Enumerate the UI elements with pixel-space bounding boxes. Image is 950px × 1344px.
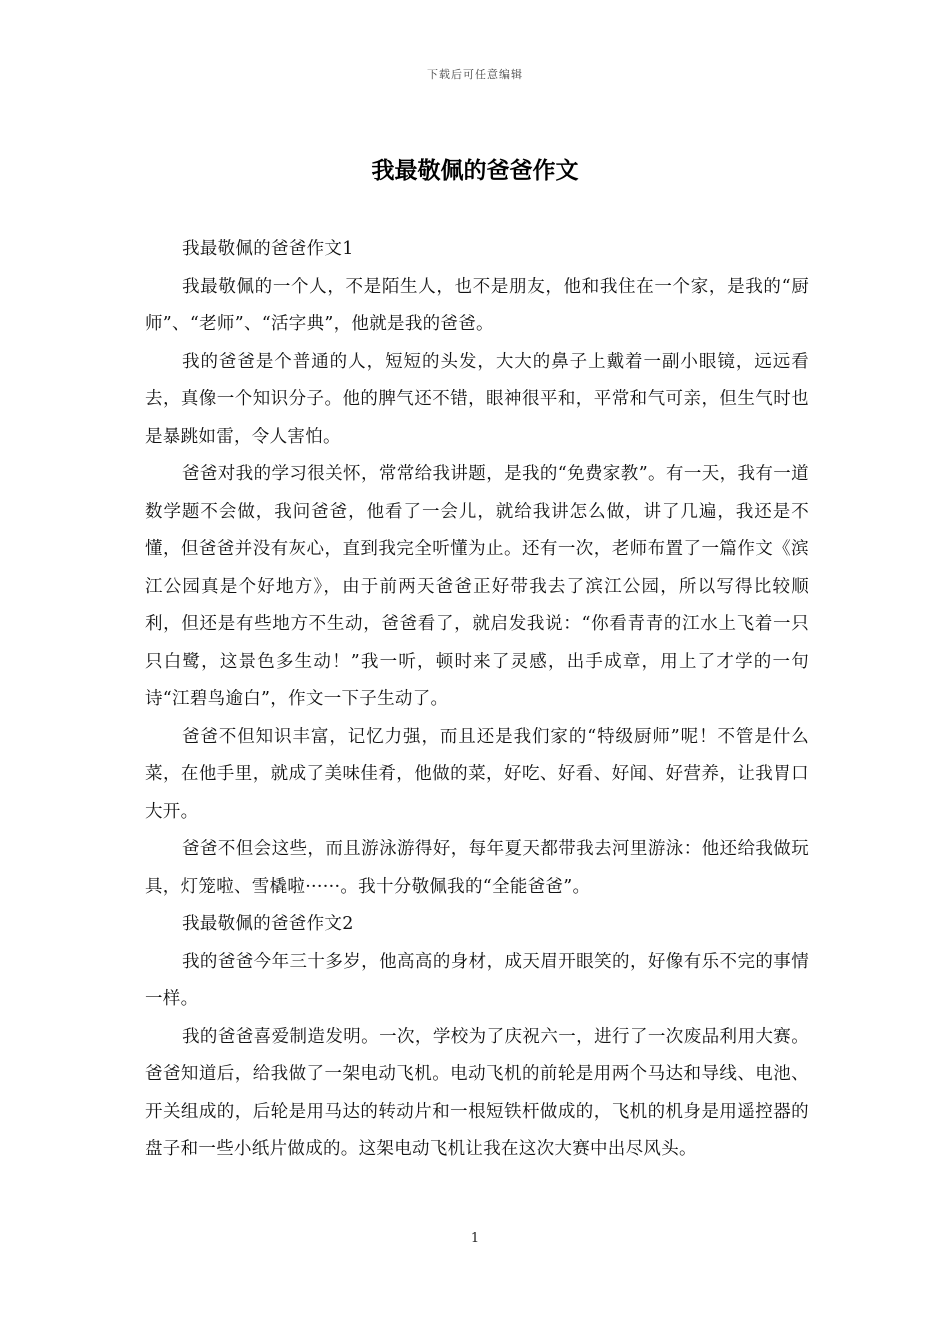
paragraph: 我最敬佩的一个人，不是陌生人，也不是朋友，他和我住在一个家，是我的“厨师”、“老师”、“活字典”，他就是我的爸爸。	[145, 276, 809, 334]
section-heading-2: 我最敬佩的爸爸作文2	[182, 914, 354, 934]
paragraph: 爸爸对我的学习很关怀，常常给我讲题，是我的“免费家教”。有一天，我有一道数学题不会做，我问爸爸，他看了一会儿，就给我讲怎么做，讲了几遍，我还是不懂，但爸爸并没有灰心，直到我完全听懂为止。还有一次，老师布置了一篇作文《滨江公园真是个好地方》，由于前两天爸爸正好带我去了滨江公园，所以写得比较顺利，但还是有些地方不生动，爸爸看了，就启发我说：“你看青青的江水上飞着一只只白鹭，这景色多生动！”我一听，顿时来了灵感，出手成章，用上了才学的一句诗“江碧鸟逾白”，作文一下子生动了。	[145, 464, 809, 709]
page-number: 1	[470, 1231, 480, 1246]
document-body	[145, 231, 809, 1169]
paragraph: 我的爸爸是个普通的人，短短的头发，大大的鼻子上戴着一副小眼镜，远远看去，真像一个知识分子。他的脾气还不错，眼神很平和，平常和气可亲，但生气时也是暴跳如雷，令人害怕。	[145, 351, 809, 447]
paragraph: 爸爸不但会这些，而且游泳游得好，每年夏天都带我去河里游泳：他还给我做玩具，灯笼啦、雪橇啦······。我十分敬佩我的“全能爸爸”。	[145, 839, 809, 897]
section-heading-1: 我最敬佩的爸爸作文1	[182, 239, 354, 259]
document-title: 我最敬佩的爸爸作文	[371, 157, 579, 184]
paragraph: 我的爸爸喜爱制造发明。一次，学校为了庆祝六一，进行了一次废品利用大赛。爸爸知道后，给我做了一架电动飞机。电动飞机的前轮是用两个马达和导线、电池、开关组成的，后轮是用马达的转动片和一根短铁杆做成的，飞机的机身是用遥控器的盘子和一些小纸片做成的。这架电动飞机让我在这次大赛中出尽风头。	[145, 1026, 809, 1159]
paragraph: 爸爸不但知识丰富，记忆力强，而且还是我们家的“特级厨师”呢！不管是什么菜，在他手里，就成了美味佳肴，他做的菜，好吃、好看、好闻、好营养，让我胃口大开。	[145, 726, 809, 822]
header-note: 下载后可任意编辑	[427, 68, 523, 81]
paragraph: 我的爸爸今年三十多岁，他高高的身材，成天眉开眼笑的，好像有乐不完的事情一样。	[145, 951, 809, 1009]
